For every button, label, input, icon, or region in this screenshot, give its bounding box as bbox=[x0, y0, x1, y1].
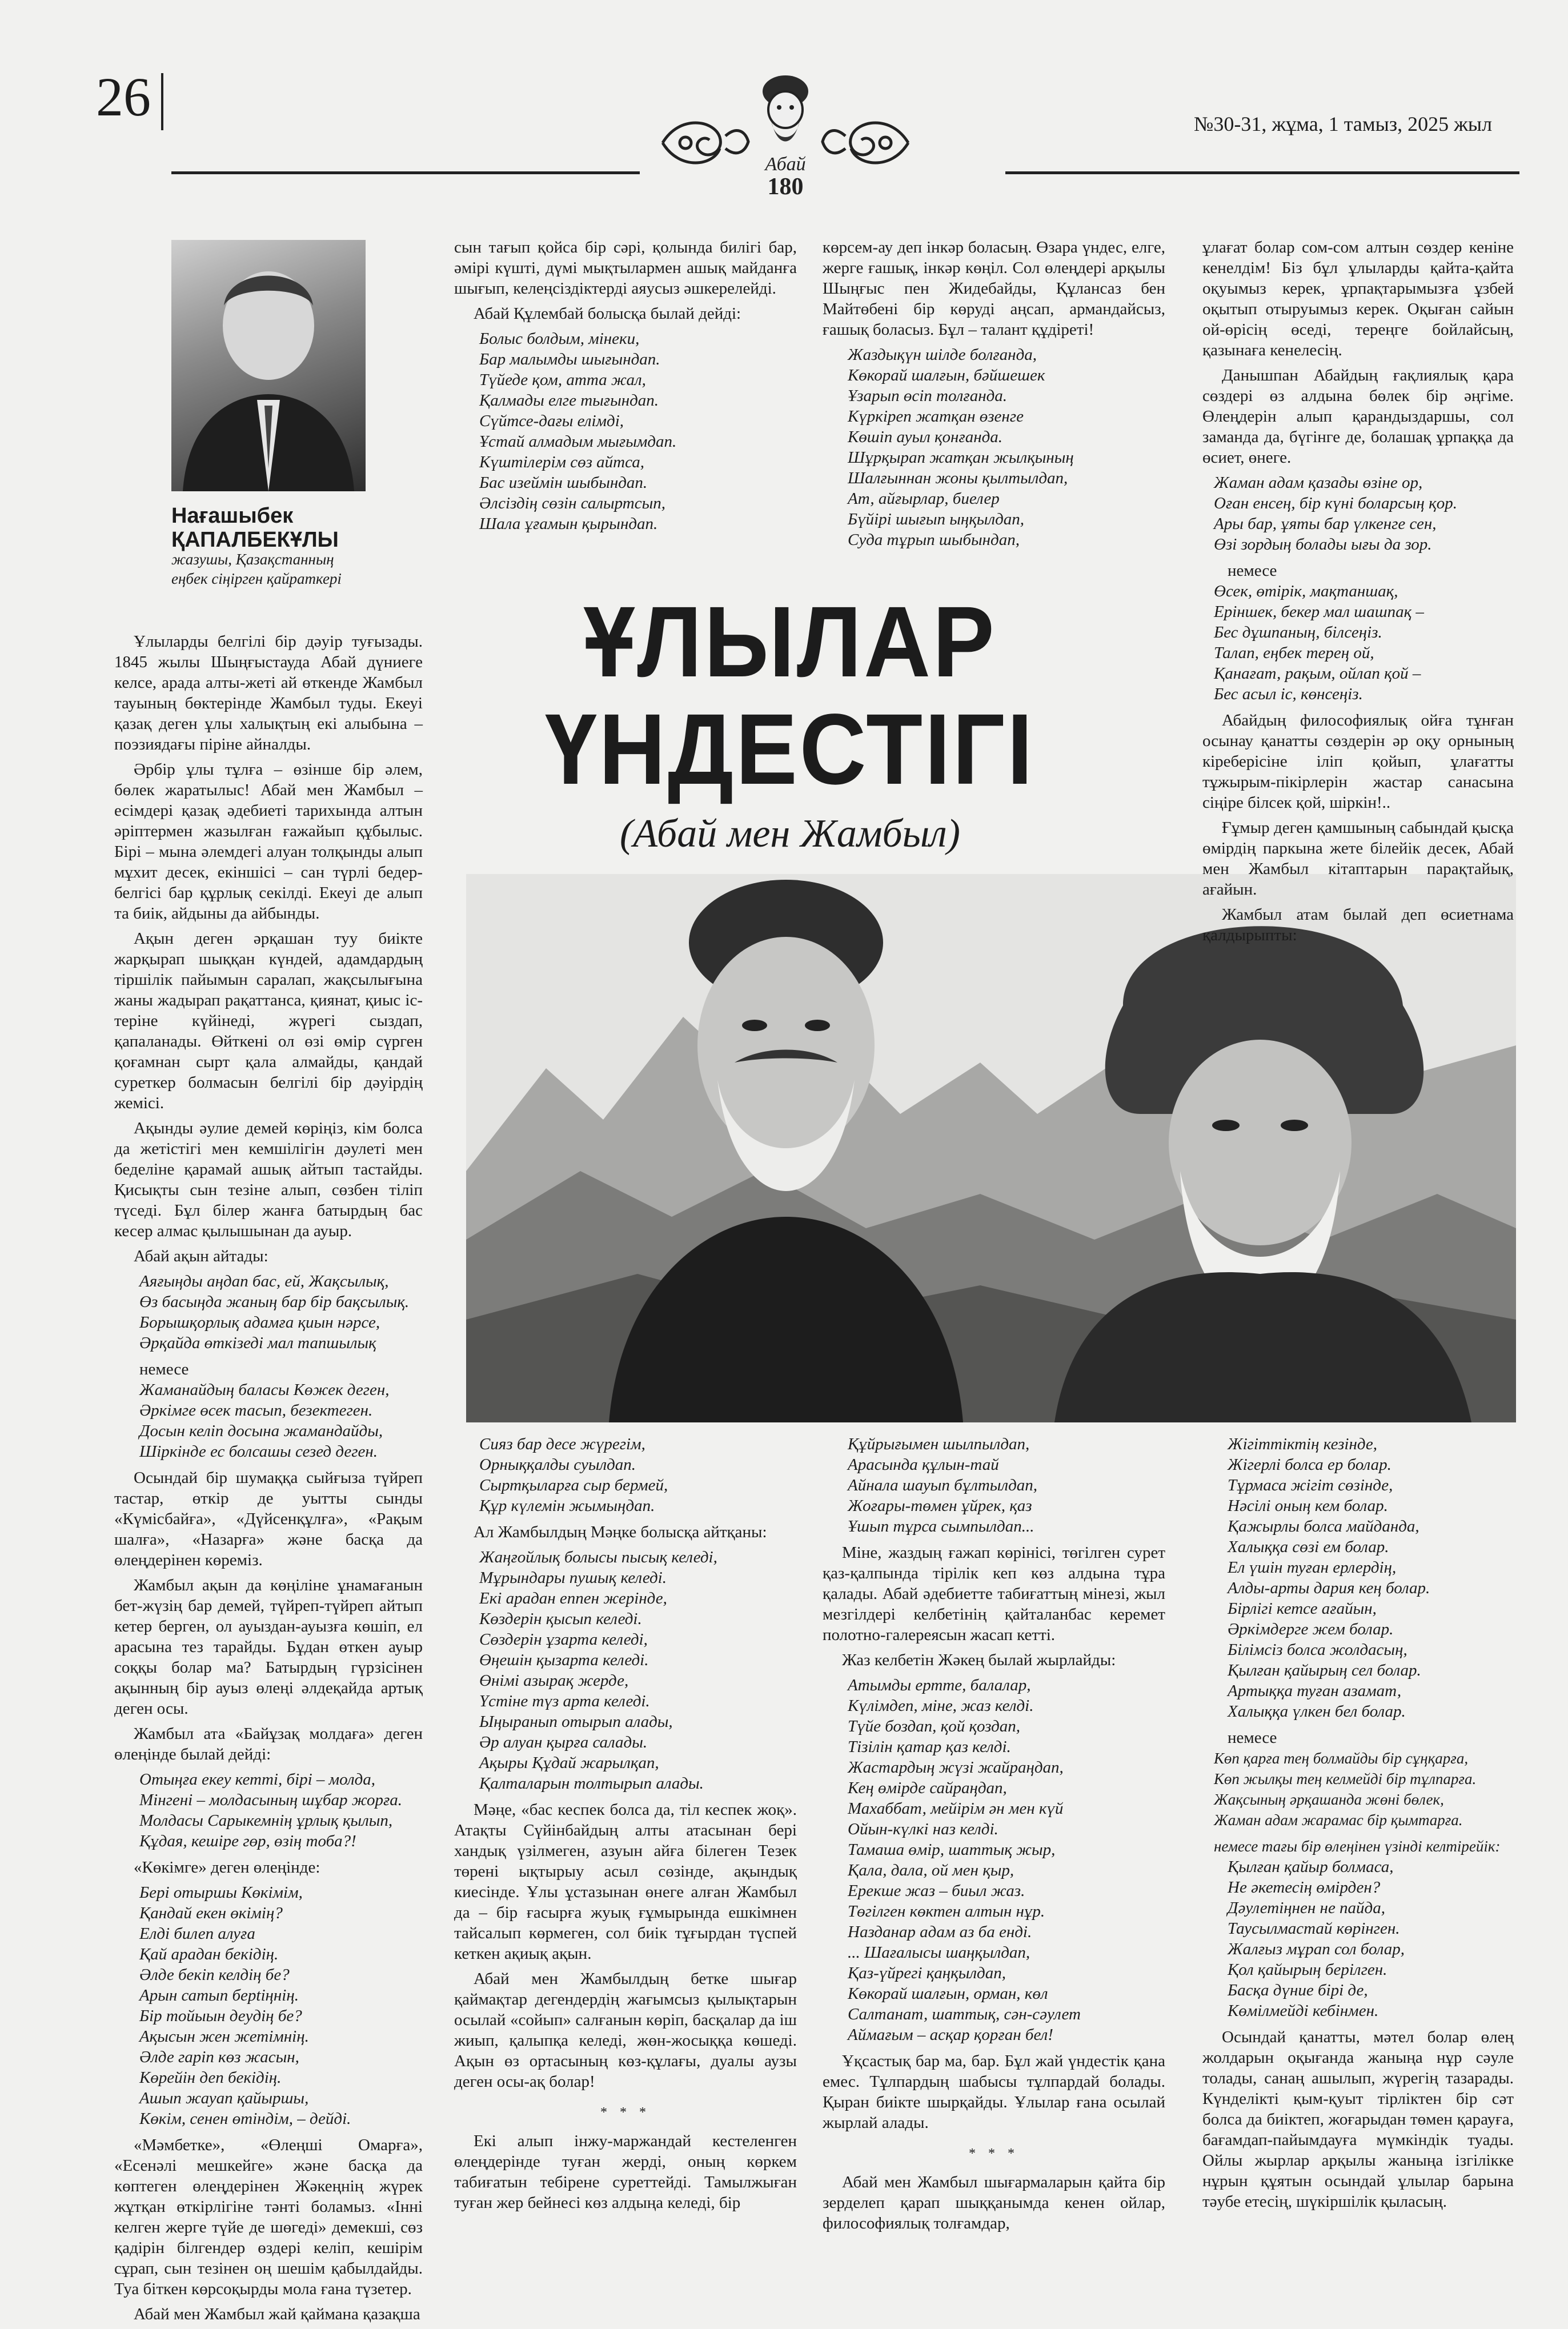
poem-line: Тізілін қатар қаз келді. bbox=[848, 1738, 1011, 1756]
page-number-divider bbox=[161, 73, 163, 130]
paragraph: Міне, жаздың ғажап көрінісі, төгілген сурет қаз-қалпында тірілік кеп көз алдына тұра қалады. Абай әдебиетте табиғаттың мінезі, жыл мезгілдері келбетінің қайталанбас керемет полотно-галереясын жасап кетті. bbox=[823, 1544, 1165, 1644]
poem-line: Құдая, кешіре гөр, өзің тоба?! bbox=[139, 1832, 356, 1850]
poem-line: Жоғары-төмен ұйрек, қаз bbox=[848, 1497, 1032, 1515]
poem-line: Әркімге өсек тасып, безектеген. bbox=[139, 1401, 373, 1420]
column-2-bottom bbox=[454, 1434, 797, 2218]
poem-line: Махаббат, мейірім ән мен күй bbox=[848, 1799, 1064, 1818]
poem-line: Мінгені – молдасының шұбар жорға. bbox=[139, 1791, 403, 1809]
paragraph: Екі алып інжу-маржандай кестеленген өлеңдерінде туған жерді, оның көркем табиғатын тебірене суреттейді. Тамылжыған туған жер бейнесі көз алдыңа келеді, бір bbox=[454, 2132, 797, 2212]
poem-line: Мұрындары пушық келеді. bbox=[479, 1569, 667, 1587]
poem-line: Еріншек, бекер мал шашпақ – bbox=[1214, 603, 1424, 621]
poem-line: Көрейін деп бекідің. bbox=[139, 2069, 282, 2087]
poem-line: Бес дұшпаның, білсеңіз. bbox=[1214, 623, 1382, 642]
poem-line: Қай арадан бекідің. bbox=[139, 1945, 279, 1963]
poem-line: Сөздерін ұзарта келеді, bbox=[479, 1630, 648, 1649]
poem-stanza bbox=[1214, 1748, 1514, 1830]
poem-line: Кең өмірде сайраңдап, bbox=[848, 1779, 1007, 1797]
logo-180-text: 180 bbox=[767, 174, 804, 200]
paragraph: Ұлыларды белгілі бір дәуір туғызады. 1845 жылы Шыңғыстауда Абай дүниеге келсе, арада алты-жеті ай өткенде Жамбыл тауының бөктерінде Жамбыл туды. Екеуі қазақ деген ұлы халықтың екі алыбына – поэзиядағы пірiне айналды. bbox=[114, 632, 423, 753]
paragraph: Абай мен Жамбылдың бетке шығар қаймақтар дегендердің жағымсыз қылықтарын осылай «сойып» салғанын көріп, басқалар да іш жиып, қалыпқа келеді, жөн-жосыққа көшеді. Ақын өз ортасының көз-құлағы, дуалы аузы деген осы-ақ болар! bbox=[454, 1970, 797, 2091]
poem-line: Ұстай алмадым мығымдап. bbox=[479, 432, 677, 451]
author-name bbox=[171, 504, 339, 552]
header-rule-right bbox=[1005, 171, 1519, 174]
abai-portrait-icon bbox=[763, 75, 808, 142]
poem-line: Артыққа туған азамат, bbox=[1228, 1682, 1402, 1700]
poem-line: Өзі зордың болады ығы да зор. bbox=[1214, 535, 1432, 554]
poem-line: Ақысын жен жетімнің. bbox=[139, 2027, 309, 2046]
column-4-top bbox=[1202, 237, 1514, 950]
poem-line: ... Шағалысы шаңқылдап, bbox=[848, 1943, 1030, 1962]
poem-line: Әркімдерге жем болар. bbox=[1228, 1620, 1394, 1638]
poem-stanza bbox=[848, 1675, 1165, 2045]
poem-line: Дәулетіңнен не пайда, bbox=[1228, 1899, 1385, 1917]
paragraph: «Көкімге» деген өлеңінде: bbox=[134, 1858, 320, 1877]
paragraph: Абайдың философиялық ойға тұнған осынау қанатты сөздерін әр оқу орнының кіреберісіне іліп қойып, ұлағатты тұжырым-пікірлерін жастар санасына сіңіре білсек қой, шіркін!.. bbox=[1202, 711, 1514, 812]
poem-line: Сыртқыларға сыр бермей, bbox=[479, 1476, 668, 1494]
poem-line: Түйе боздап, қой қоздап, bbox=[848, 1717, 1021, 1735]
poem-line: Екі арадан еппен жерінде, bbox=[479, 1589, 667, 1608]
poem-line: Сүйтсе-дағы елімді, bbox=[479, 412, 624, 430]
poem-line: Қол қайырың берілген. bbox=[1228, 1961, 1387, 1979]
poem-line: Қанағат, рақым, ойлап қой – bbox=[1214, 664, 1421, 683]
poem-line: Жаңғойлық болысы пысық келеді, bbox=[479, 1548, 717, 1566]
paragraph: Ғұмыр деген қамшының сабындай қысқа өмірдің паркына жете білейік десек, Абай мен Жамбыл кітаптарын парақтайық, ағайын. bbox=[1202, 819, 1514, 899]
poem-line: Төгілген көктен алтын нұр. bbox=[848, 1902, 1045, 1921]
poem-line: Нәсілі оның кем болар. bbox=[1228, 1497, 1388, 1515]
connector-text: немесе bbox=[1228, 1729, 1277, 1747]
poem-line: Қалмады елге тығындап. bbox=[479, 391, 659, 410]
poem-line: Ашып жауап қайыршы, bbox=[139, 2089, 309, 2107]
header-rule-left bbox=[171, 171, 640, 174]
poem-line: Өз басыңда жаның бар бір бақсылық. bbox=[139, 1293, 410, 1311]
poem-line: Жалғыз мұрап сол болар, bbox=[1228, 1940, 1405, 1958]
author-photo bbox=[171, 240, 366, 491]
poem-line: Ұшып тұрса сымпылдап... bbox=[848, 1517, 1034, 1536]
page-number: 26 bbox=[96, 66, 151, 127]
poem-line: Таусылмастай көрінген. bbox=[1228, 1919, 1400, 1938]
poem-line: Күштілерім сөз айтса, bbox=[479, 453, 644, 471]
poem-line: Ақыры Құдай жарылқап, bbox=[479, 1754, 659, 1772]
connector-text: немесе bbox=[139, 1360, 189, 1378]
paragraph: Абай ақын айтады: bbox=[134, 1247, 268, 1265]
poem-line: Күркіреп жатқан өзенге bbox=[848, 407, 1024, 426]
poem-line: Қала, дала, ой мен қыр, bbox=[848, 1861, 1014, 1879]
poem-stanza bbox=[1228, 1434, 1514, 1722]
article-subtitle: (Абай мен Жамбыл) bbox=[620, 812, 960, 856]
poem-line: Әлде гаріп көз жасын, bbox=[139, 2048, 299, 2066]
poem-line: Әлсіздің сөзін салыртсып, bbox=[479, 494, 665, 512]
headline-line2: ҮНДЕСТІГІ bbox=[545, 694, 1035, 805]
author-name-last: ҚАПАЛБЕКҰЛЫ bbox=[171, 528, 339, 552]
poem-line: Бір тойыын деудің бе? bbox=[139, 2007, 302, 2025]
paragraph: Жаз келбетін Жәкең былай жырлайды: bbox=[842, 1651, 1116, 1669]
poem-line: Жаманайдың баласы Көжек деген, bbox=[139, 1381, 390, 1399]
poem-stanza bbox=[848, 1434, 1165, 1537]
abai-zhambyl-illustration bbox=[466, 874, 1516, 1422]
poem-line: Қалталарын толтырып алады. bbox=[479, 1774, 704, 1793]
paragraph: Осындай бір шумаққа сыйғыза түйреп тастар, өткір де уытты сынды «Күмісбайға», «Дүйсенқұлға», «Рақым шалға», «Назарға» және басқа да өлеңдерінен көреміз. bbox=[114, 1469, 423, 1569]
poem-line: Шала ұғамын қырындап. bbox=[479, 515, 658, 533]
poem-line: Не әкетесің өмірден? bbox=[1228, 1878, 1381, 1897]
poem-line: Әр алуан қырға салады. bbox=[479, 1733, 648, 1751]
poem-line: Қажырлы болса майданда, bbox=[1228, 1517, 1419, 1536]
paragraph: Данышпан Абайдың ғақлиялық қара сөздері өз алдына бөлек бір әңгіме. Өлеңдерін алып қарандыздаршы, сол заманда да, бүгінге де, болашақ ұрпаққа да өсиет, өнеге. bbox=[1202, 366, 1514, 467]
poem-line: Өсек, өтірік, мақтаншақ, bbox=[1214, 582, 1398, 600]
poem-stanza bbox=[139, 1769, 423, 1851]
poem-line: Ерекше жаз – биыл жаз. bbox=[848, 1882, 1025, 1900]
poem-line: Сияз бар десе жүрегім, bbox=[479, 1435, 645, 1453]
paragraph: көрсем-ау деп інкәр боласың. Өзара үндес, елге, жерге ғашық, інкәр көңіл. Сол өлеңдері арқылы Шыңғыс пен Жидебайды, Құлансаз бен Майтөбені бір көруді аңсап, армандайсыз, ғашық боласыз. Бұл – талант құдіреті! bbox=[823, 238, 1165, 339]
column-2-top bbox=[454, 237, 797, 540]
paragraph: сын тағып қойса бір сәрі, қолында билігі бар, әмірі күшті, дүмі мықтылармен ашық майданға шығып, келеңсіздіктерді аяусыз әшкерелейді. bbox=[454, 238, 797, 298]
poem-line: Елді билеп алуға bbox=[139, 1925, 255, 1943]
paragraph: ұлағат болар сом-сом алтын сөздер кеніне кенелдім! Біз бұл ұлыларды қайта-қайта оқуымыз керек, ұрпақтарымызға ұзбей оқытып отыруымыз керек. Оқыған сайын ой-өрісің өседі, тереңге бойлайсың, қазынаға кенелесің. bbox=[1202, 238, 1514, 359]
poem-stanza bbox=[1214, 472, 1514, 555]
paragraph: Жамбыл ақын да көңіліне ұнамағанын бет-жүзің бар демей, түйреп-түйреп айтып кетер берген, ол ауыздан-ауызға көшіп, ел арасына тез тарайды. Бұдан өткен ауыр соққы болар ма? Батырдың гүрзісінен ақынның бір ауыз өлеңі әлдеқайда артық деген осы. bbox=[114, 1576, 423, 1718]
poem-line: Аяғыңды аңдап бас, ей, Жақсылық, bbox=[139, 1272, 389, 1290]
column-4-bottom bbox=[1202, 1434, 1514, 2216]
paragraph: Ұқсастық бар ма, бар. Бұл жай үндестік қана емес. Тұлпардың шабысы тұлпардай болады. Қыран биікте шырқайды. Ұлылар ғана осылай жырлай алады. bbox=[823, 2052, 1165, 2132]
headline-line1: ҰЛЫЛАР bbox=[583, 586, 997, 698]
paragraph: Ақын деген әрқашан туу биікте жарқырап шыққан күндей, адамдардың тіршілік пайымын саралап, жақсылығына жаны жадырап рақаттанса, қиянат, қиыс іс-теріне күйінеді, жүрегі сыздап, қапаланады. Өйткені ол өзі өмір сүрген қоғамнан сырт қала алмайды, қандай суреткер болмасын белгілі бір дәуірдің жемісі. bbox=[114, 929, 423, 1112]
poem-line: Үстіне түз арта келеді. bbox=[479, 1692, 650, 1710]
poem-line: Көздерін қысып келеді. bbox=[479, 1610, 642, 1628]
poem-line: Әрқайда өткізеді мал тапшылық bbox=[139, 1334, 376, 1352]
poem-line: Әлде бекіп келдің бе? bbox=[139, 1966, 290, 1984]
poem-line: Арасында құлын-тай bbox=[848, 1456, 999, 1474]
connector-text: немесе тағы бір өлеңінен үзінді келтірейік: bbox=[1214, 1838, 1501, 1855]
poem-line: Қандай екен өкімің? bbox=[139, 1904, 283, 1922]
poem-line: Халыққа сөзі ем болар. bbox=[1228, 1538, 1389, 1556]
logo-abai-text: Абай bbox=[765, 154, 806, 175]
poem-line: Шұрқырап жатқан жылқының bbox=[848, 448, 1074, 467]
poem-stanza bbox=[139, 1380, 423, 1462]
paragraph: Жамбыл ата «Байұзақ молдаға» деген өлеңінде былай дейді: bbox=[114, 1725, 423, 1763]
poem-line: Жаздықүн шілде болғанда, bbox=[848, 346, 1037, 364]
poem-line: Өңешін қызарта келеді. bbox=[479, 1651, 649, 1669]
poem-line: Жаман адам жарамас бір қымтарға. bbox=[1214, 1811, 1463, 1829]
poem-line: Ыңыранып отырып алады, bbox=[479, 1713, 673, 1731]
poem-line: Оған енсең, бір күні боларсың қор. bbox=[1214, 494, 1457, 512]
poem-line: Өнімі азырақ жерде, bbox=[479, 1671, 629, 1690]
poem-line: Бас изеймін шыбындап. bbox=[479, 474, 648, 492]
poem-line: Көмілмейді кебінмен. bbox=[1228, 2002, 1379, 2020]
poem-line: Құйрығымен шылпылдап, bbox=[848, 1435, 1030, 1453]
paragraph: Абай мен Жамбыл жай қаймана қазақша bbox=[134, 2305, 420, 2323]
poem-line: Ұзарып өсіп толғанда. bbox=[848, 387, 1007, 405]
poem-line: Құр күлемін жымыңдап. bbox=[479, 1497, 655, 1515]
poem-line: Арын сатып берtіңнің. bbox=[139, 1986, 299, 2005]
poem-line: Бес асыл іс, көнсеңіз. bbox=[1214, 685, 1363, 703]
poem-line: Бері отыршы Көкімім, bbox=[139, 1883, 303, 1902]
poem-line: Көп жылқы тең келмейді бір тұлпарға. bbox=[1214, 1770, 1477, 1787]
ornament-right-icon bbox=[823, 123, 908, 163]
poem-line: Көкорай шалғын, бәйшешек bbox=[848, 366, 1045, 384]
issue-info: №30-31, жұма, 1 тамыз, 2025 жыл bbox=[1194, 113, 1493, 135]
poem-line: Күлімдеп, міне, жаз келді. bbox=[848, 1697, 1034, 1715]
poem-stanza bbox=[1214, 581, 1514, 704]
author-role-line2: еңбек сіңірген қайраткері bbox=[171, 570, 342, 587]
paragraph: «Мәмбетке», «Өлеңші Омарға», «Есенәлі мешкейге» және басқа да көптеген өлеңдерінен Жәкеңнің жүрек жұтқан өткірлігіне тәнті боламыз. «Інні келген жерге түйе де шөгеді» демекші, сөз қадірін білгендер өздері келіп, кешірім сұрап, сын тезінен оң шешім қабылдайды. Туа біткен көрсоқырды мола ғана түзетер. bbox=[114, 2136, 423, 2298]
poem-line: Назданар адам аз ба енді. bbox=[848, 1923, 1032, 1941]
poem-line: Жаман адам қазады өзіне ор, bbox=[1214, 474, 1423, 492]
column-1 bbox=[114, 631, 423, 2329]
paragraph: Мәңе, «бас кеспек болса да, тіл кеспек жоқ». Атақты Сүйінбайдың алты атасынан бері хандық үзілмеген, азуын айға білеген Тезек төрені ықтырыу асыл сөзінде, ақындық киесінде. Ұлы ұстазынан өнеге алған Жамбыл да – бір ғасырға жуық ғұмырында ешкімнен тайсалып көрмеген, сол биік тұғырдан түспей кеткен ақиық ақын. bbox=[454, 1801, 797, 1963]
poem-line: Тамаша өмір, шаттық жыр, bbox=[848, 1841, 1056, 1859]
poem-line: Болыс болдым, мінеки, bbox=[479, 330, 640, 348]
poem-stanza bbox=[848, 344, 1165, 550]
poem-stanza bbox=[479, 328, 797, 534]
article-headline bbox=[462, 588, 1118, 803]
author-name-first: Нағашыбек bbox=[171, 504, 294, 528]
paragraph: Ақынды әулие демей көріңіз, кім болса да жетістігі мен кемшілігін дәулеті мен беделіне қарамай ашық айтып тастайды. Қисықты сын тезіне алып, сөзбен тіліп түседі. Бұл білер жанға батырдың бас кесер алмас қылышынан да ауыр. bbox=[114, 1119, 423, 1240]
poem-line: Борышқорлық адамға қиын нәрсе, bbox=[139, 1313, 380, 1332]
poem-line: Ойын-күлкі наз келді. bbox=[848, 1820, 998, 1838]
poem-line: Бүйірі шығып ыңқылдап, bbox=[848, 510, 1025, 528]
poem-line: Атымды ертте, балалар, bbox=[848, 1676, 1031, 1694]
paragraph: Абай мен Жамбыл шығармаларын қайта бір зерделеп қарап шыққанымда кенен ойлар, философиялық толғамдар, bbox=[823, 2173, 1165, 2232]
paragraph: Жамбыл атам былай деп өсиетнама қалдырыпты: bbox=[1202, 905, 1514, 944]
ornament-left-icon bbox=[663, 123, 748, 163]
connector-text: немесе bbox=[1228, 562, 1277, 580]
poem-line: Молдасы Сарыкемнің ұрлық қылып, bbox=[139, 1811, 393, 1830]
abai-180-logo bbox=[651, 69, 920, 200]
column-3-bottom bbox=[823, 1434, 1165, 2238]
poem-line: Бірлігі кетсе ағайын, bbox=[1228, 1600, 1377, 1618]
poem-line: Отыңға екеу кетті, бірі – молда, bbox=[139, 1770, 376, 1789]
poem-line: Аймағым – асқар қорған бел! bbox=[848, 2026, 1053, 2044]
poem-line: Көп қарға тең болмайды бір сұңқарға, bbox=[1214, 1750, 1469, 1767]
poem-line: Суда тұрып шыбындап, bbox=[848, 531, 1020, 549]
poem-stanza bbox=[139, 1882, 423, 2129]
paragraph: Осындай қанатты, мәтел болар өлең жолдарын оқығанда жаныңа нұр сәуле толады, санаң ашылып, жүрегің тазарады. Күнделікті қым-қуыт тірліктен бір сәт болса да биіктеп, жоғарыдан төмен қарауға, бағамдап-пайымдауға мүмкіндік туады. Ойлы жырлар арқылы жаныңа ізгілікке нұрын құятын осындай ұлылар барына тәубе етесің, шүкіршілік қыласың. bbox=[1202, 2028, 1514, 2211]
poem-line: Алды-арты дария кең болар. bbox=[1228, 1579, 1430, 1597]
poem-line: Басқа дүние бірі де, bbox=[1228, 1981, 1368, 1999]
poem-line: Талап, еңбек терең ой, bbox=[1214, 644, 1374, 662]
poem-stanza bbox=[1228, 1857, 1514, 2021]
poem-line: Салтанат, шаттық, сән-сәулет bbox=[848, 2005, 1081, 2023]
author-role bbox=[171, 550, 342, 588]
poem-line: Жігерлі болса ер болар. bbox=[1228, 1456, 1391, 1474]
poem-line: Қылған қайырың сел болар. bbox=[1228, 1661, 1421, 1679]
poem-stanza bbox=[139, 1271, 423, 1353]
poem-line: Жігіттіктің кезінде, bbox=[1228, 1435, 1377, 1453]
poem-line: Тұрмаса жігіт сөзінде, bbox=[1228, 1476, 1393, 1494]
poem-line: Айнала шауып бұлтылдап, bbox=[848, 1476, 1037, 1494]
paragraph: Абай Құлембай болысқа былай дейді: bbox=[474, 304, 741, 323]
poem-line: Жастардың жүзі жайраңдап, bbox=[848, 1758, 1064, 1777]
author-role-line1: жазушы, Қазақстанның bbox=[171, 551, 334, 568]
poem-line: Көкорай шалғын, орман, көл bbox=[848, 1985, 1048, 2003]
poem-line: Көкім, сенен өтіндім, – дейді. bbox=[139, 2110, 351, 2128]
section-divider-stars: * * * bbox=[969, 2146, 1019, 2161]
poem-line: Ат, айғырлар, биелер bbox=[848, 490, 1000, 508]
section-divider-stars: * * * bbox=[600, 2105, 651, 2120]
poem-line: Білімсіз болса жолдасың, bbox=[1228, 1641, 1407, 1659]
poem-line: Қылған қайыр болмаса, bbox=[1228, 1858, 1394, 1876]
poem-stanza bbox=[479, 1547, 797, 1794]
poem-line: Жақсының әрқашанда жөні бөлек, bbox=[1214, 1791, 1444, 1808]
poem-line: Бар малымды шығындап. bbox=[479, 350, 660, 368]
poem-line: Көшіп ауыл қонғанда. bbox=[848, 428, 1003, 446]
poem-line: Ары бар, ұяты бар үлкенге сен, bbox=[1214, 515, 1437, 533]
poem-line: Түйеде қом, атта жал, bbox=[479, 371, 646, 389]
poem-line: Қаз-үйрегі қаңқылдап, bbox=[848, 1964, 1006, 1982]
poem-line: Шіркінде ес болсашы сезед деген. bbox=[139, 1442, 378, 1461]
paragraph: Әрбір ұлы тұлға – өзінше бір әлем, бөлек жаратылыс! Абай мен Жамбыл – есімдері қазақ әдебиеті тарихында алтын әріптермен жазылған ғажайып құбылыс. Бірі – мына әлемдегі алуан толқынды алып мұхит десек, екіншісі – сан түрлі бедер-белгісі бар құрлық секілді. Екеуі де алып та биік, айдыны да айбынды. bbox=[114, 760, 423, 923]
poem-stanza bbox=[479, 1434, 797, 1516]
poem-line: Досын келіп досына жамандайды, bbox=[139, 1422, 383, 1440]
poem-line: Ел үшін туған ерлердің, bbox=[1228, 1558, 1397, 1577]
poem-line: Орныққалды суылдап. bbox=[479, 1456, 636, 1474]
poem-line: Халыққа үлкен бел болар. bbox=[1228, 1702, 1406, 1721]
paragraph: Ал Жамбылдың Мәңке болысқа айтқаны: bbox=[474, 1523, 767, 1541]
column-3-top bbox=[823, 237, 1165, 556]
poem-line: Шалғыннан жоны қылтылдап, bbox=[848, 469, 1068, 487]
